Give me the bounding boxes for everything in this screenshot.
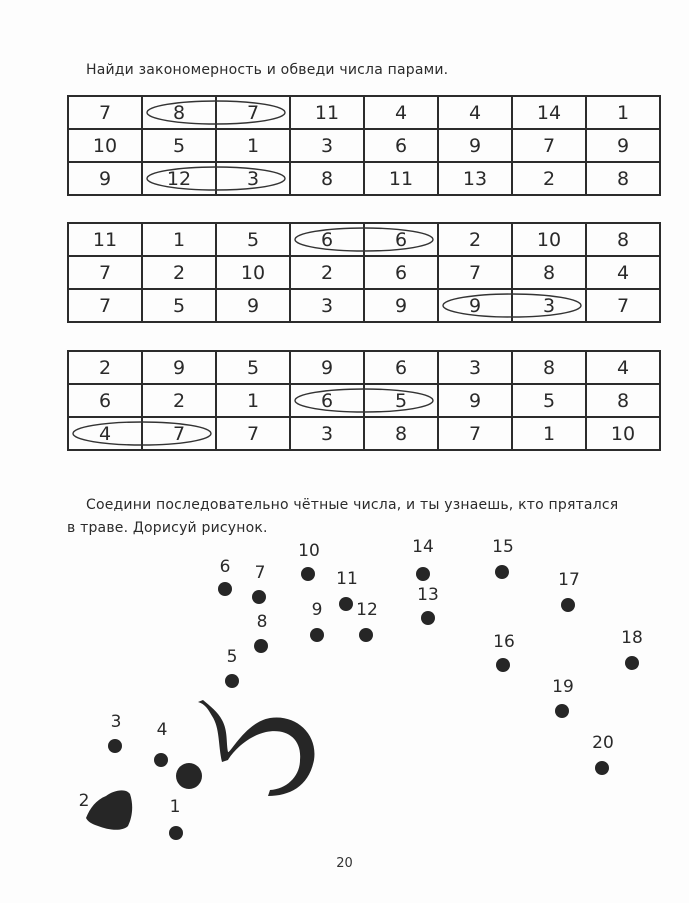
number-cell[interactable]: 7 [438,256,512,289]
number-cell[interactable]: 6 [364,223,438,256]
number-cell[interactable]: 6 [68,384,142,417]
dot-4[interactable] [154,753,168,767]
number-cell[interactable]: 13 [438,162,512,195]
number-cell[interactable]: 8 [364,417,438,450]
number-cell[interactable]: 7 [216,96,290,129]
dot-label-17: 17 [558,570,580,590]
number-cell[interactable]: 7 [216,417,290,450]
number-cell[interactable]: 3 [290,289,364,322]
number-cell[interactable]: 11 [68,223,142,256]
number-cell[interactable]: 9 [438,289,512,322]
number-cell[interactable]: 4 [438,96,512,129]
number-cell[interactable]: 5 [216,223,290,256]
number-cell[interactable]: 14 [512,96,586,129]
number-cell[interactable]: 6 [364,351,438,384]
number-cell[interactable]: 6 [364,256,438,289]
number-cell[interactable]: 8 [586,384,660,417]
dot-label-4: 4 [156,720,168,740]
dot-8[interactable] [254,639,268,653]
number-cell[interactable]: 8 [512,351,586,384]
number-cell[interactable]: 11 [364,162,438,195]
number-cell[interactable]: 8 [586,223,660,256]
task2-instruction-line2: в траве. Дорисуй рисунок. [67,520,268,536]
number-cell[interactable]: 3 [512,289,586,322]
dot-label-6: 6 [219,557,231,577]
dot-label-14: 14 [412,537,434,557]
number-cell[interactable]: 7 [512,129,586,162]
dot-12[interactable] [359,628,373,642]
dot-label-5: 5 [226,647,238,667]
dot-1[interactable] [169,826,183,840]
dot-19[interactable] [555,704,569,718]
number-cell[interactable]: 12 [142,162,216,195]
dot-label-8: 8 [256,612,268,632]
dot-label-1: 1 [169,797,181,817]
number-cell[interactable]: 9 [438,384,512,417]
number-cell[interactable]: 3 [216,162,290,195]
dot-label-20: 20 [592,733,614,753]
number-cell[interactable]: 4 [586,256,660,289]
task1-instruction: Найди закономерность и обведи числа парами. [86,62,449,78]
number-cell[interactable]: 9 [216,289,290,322]
number-cell[interactable]: 1 [216,129,290,162]
number-cell[interactable]: 8 [512,256,586,289]
dot-16[interactable] [496,658,510,672]
number-cell[interactable]: 3 [438,351,512,384]
dot-6[interactable] [218,582,232,596]
dot-label-9: 9 [311,600,323,620]
dot-label-11: 11 [336,569,358,589]
dot-14[interactable] [416,567,430,581]
dot-18[interactable] [625,656,639,670]
drawn-tail-shape [86,790,132,829]
number-cell[interactable]: 9 [364,289,438,322]
drawn-hook-shape [198,700,314,796]
number-cell[interactable]: 2 [142,256,216,289]
eye-dot [176,763,202,789]
number-cell[interactable]: 1 [512,417,586,450]
number-cell[interactable]: 3 [290,417,364,450]
dot-label-19: 19 [552,677,574,697]
number-cell[interactable]: 4 [364,96,438,129]
number-cell[interactable]: 1 [142,223,216,256]
dot-label-7: 7 [254,563,266,583]
number-cell[interactable]: 10 [586,417,660,450]
dot-label-3: 3 [110,712,122,732]
number-cell[interactable]: 6 [290,223,364,256]
dot-label-18: 18 [621,628,643,648]
dot-9[interactable] [310,628,324,642]
dot-15[interactable] [495,565,509,579]
number-cell[interactable]: 2 [142,384,216,417]
dot-5[interactable] [225,674,239,688]
number-cell[interactable]: 9 [142,351,216,384]
number-cell[interactable]: 7 [68,256,142,289]
number-cell[interactable]: 2 [68,351,142,384]
dot-label-12: 12 [356,600,378,620]
dot-13[interactable] [421,611,435,625]
number-cell[interactable]: 11 [290,96,364,129]
dot-label-2: 2 [78,791,90,811]
dot-label-10: 10 [298,541,320,561]
dot-17[interactable] [561,598,575,612]
number-cell[interactable]: 10 [68,129,142,162]
dot-label-13: 13 [417,585,439,605]
dot-7[interactable] [252,590,266,604]
page-number: 20 [336,856,353,871]
number-cell[interactable]: 5 [512,384,586,417]
number-cell[interactable]: 2 [290,256,364,289]
number-cell[interactable]: 10 [216,256,290,289]
number-cell[interactable]: 4 [68,417,142,450]
number-cell[interactable]: 8 [290,162,364,195]
number-cell[interactable]: 6 [364,129,438,162]
dot-10[interactable] [301,567,315,581]
number-cell[interactable]: 5 [364,384,438,417]
number-cell[interactable]: 9 [290,351,364,384]
number-cell[interactable]: 2 [512,162,586,195]
dot-label-15: 15 [492,537,514,557]
number-cell[interactable]: 10 [512,223,586,256]
number-cell[interactable]: 5 [142,289,216,322]
number-cell[interactable]: 4 [586,351,660,384]
number-cell[interactable]: 3 [290,129,364,162]
number-cell[interactable]: 8 [142,96,216,129]
number-cell[interactable]: 5 [142,129,216,162]
number-cell[interactable]: 5 [216,351,290,384]
number-cell[interactable]: 2 [438,223,512,256]
number-cell[interactable]: 8 [586,162,660,195]
dot-20[interactable] [595,761,609,775]
number-cell[interactable]: 7 [68,96,142,129]
number-cell[interactable]: 9 [68,162,142,195]
number-cell[interactable]: 7 [68,289,142,322]
task2-instruction-line1: Соедини последовательно чётные числа, и ты узнаешь, кто прятался [86,497,619,513]
number-cell[interactable]: 1 [586,96,660,129]
dot-11[interactable] [339,597,353,611]
number-cell[interactable]: 7 [438,417,512,450]
number-cell[interactable]: 7 [586,289,660,322]
dot-label-16: 16 [493,632,515,652]
number-cell[interactable]: 7 [142,417,216,450]
number-cell[interactable]: 9 [438,129,512,162]
number-cell[interactable]: 9 [586,129,660,162]
dot-3[interactable] [108,739,122,753]
number-cell[interactable]: 6 [290,384,364,417]
number-cell[interactable]: 1 [216,384,290,417]
